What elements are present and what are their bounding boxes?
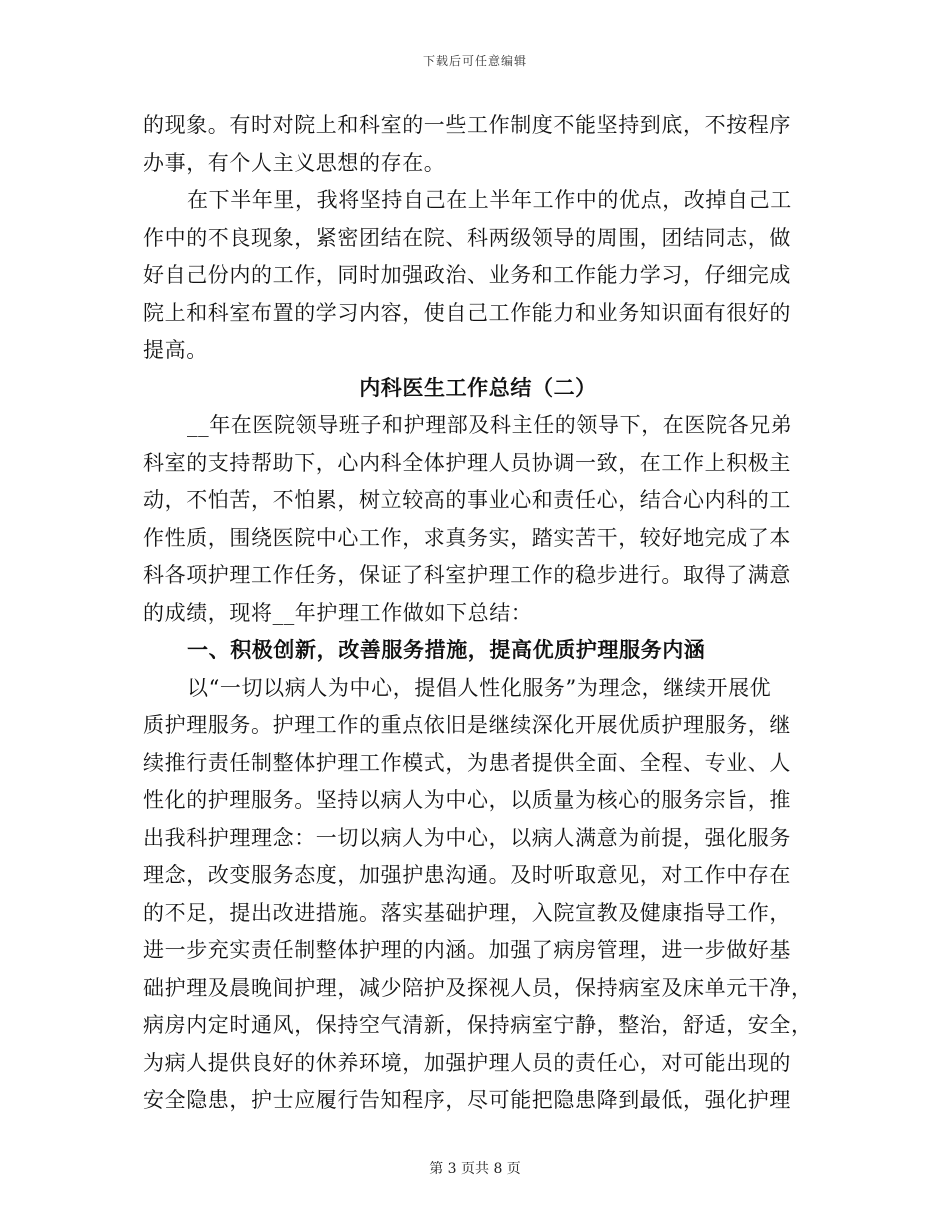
paragraph-line: 进一步充实责任制整体护理的内涵。加强了病房管理，进一步做好基 [143,938,791,962]
subsection-heading: 一、积极创新，改善服务措施，提高优质护理服务内涵 [187,637,706,662]
paragraph-line: 的成绩，现将__年护理工作做如下总结： [143,601,533,625]
paragraph-line: 在下半年里，我将坚持自己在上半年工作中的优点，改掉自己工 [187,188,792,212]
section-title: 内科医生工作总结（二） [359,375,597,400]
paragraph-line: 作中的不良现象，紧密团结在院、科两级领导的周围，团结同志，做 [143,226,791,250]
paragraph-line: __年在医院领导班子和护理部及科主任的领导下，在医院各兄弟 [187,413,793,437]
paragraph-line: 性化的护理服务。坚持以病人为中心，以质量为核心的服务宗旨，推 [143,788,791,812]
paragraph-line: 的现象。有时对院上和科室的一些工作制度不能坚持到底，不按程序 [143,113,791,137]
paragraph-line: 安全隐患，护士应履行告知程序，尽可能把隐患降到最低，强化护理 [143,1088,791,1112]
paragraph-line: 的不足，提出改进措施。落实基础护理，入院宣教及健康指导工作， [143,901,791,925]
paragraph-line: 科各项护理工作任务，保证了科室护理工作的稳步进行。取得了满意 [143,563,791,587]
paragraph-line: 出我科护理理念：一切以病人为中心，以病人满意为前提，强化服务 [143,826,791,850]
page-number: 第 3 页共 8 页 [429,1161,521,1177]
paragraph-line: 办事，有个人主义思想的存在。 [143,151,446,175]
paragraph-line: 好自己份内的工作，同时加强政治、业务和工作能力学习，仔细完成 [143,263,791,287]
paragraph-line: 病房内定时通风，保持空气清新，保持病室宁静，整治，舒适，安全， [143,1013,813,1037]
paragraph-line: 院上和科室布置的学习内容，使自己工作能力和业务知识面有很好的 [143,301,791,325]
paragraph-line: 理念，改变服务态度，加强护患沟通。及时听取意见，对工作中存在 [143,863,791,887]
paragraph-line: 动，不怕苦，不怕累，树立较高的事业心和责任心，结合心内科的工 [143,488,791,512]
paragraph-line: 为病人提供良好的休养环境，加强护理人员的责任心，对可能出现的 [143,1051,791,1075]
paragraph-line: 科室的支持帮助下，心内科全体护理人员协调一致，在工作上积极主 [143,451,791,475]
paragraph-line: 作性质，围绕医院中心工作，求真务实，踏实苦干，较好地完成了本 [143,526,791,550]
paragraph-line: 续推行责任制整体护理工作模式，为患者提供全面、全程、专业、人 [143,751,791,775]
paragraph-line: 础护理及晨晚间护理，减少陪护及探视人员，保持病室及床单元干净， [143,976,813,1000]
paragraph-line: 提高。 [143,338,208,362]
paragraph-line: 质护理服务。护理工作的重点依旧是继续深化开展优质护理服务，继 [143,713,791,737]
paragraph-line: 以“一切以病人为中心，提倡人性化服务”为理念，继续开展优 [187,676,772,700]
header-note: 下载后可任意编辑 [422,54,527,68]
